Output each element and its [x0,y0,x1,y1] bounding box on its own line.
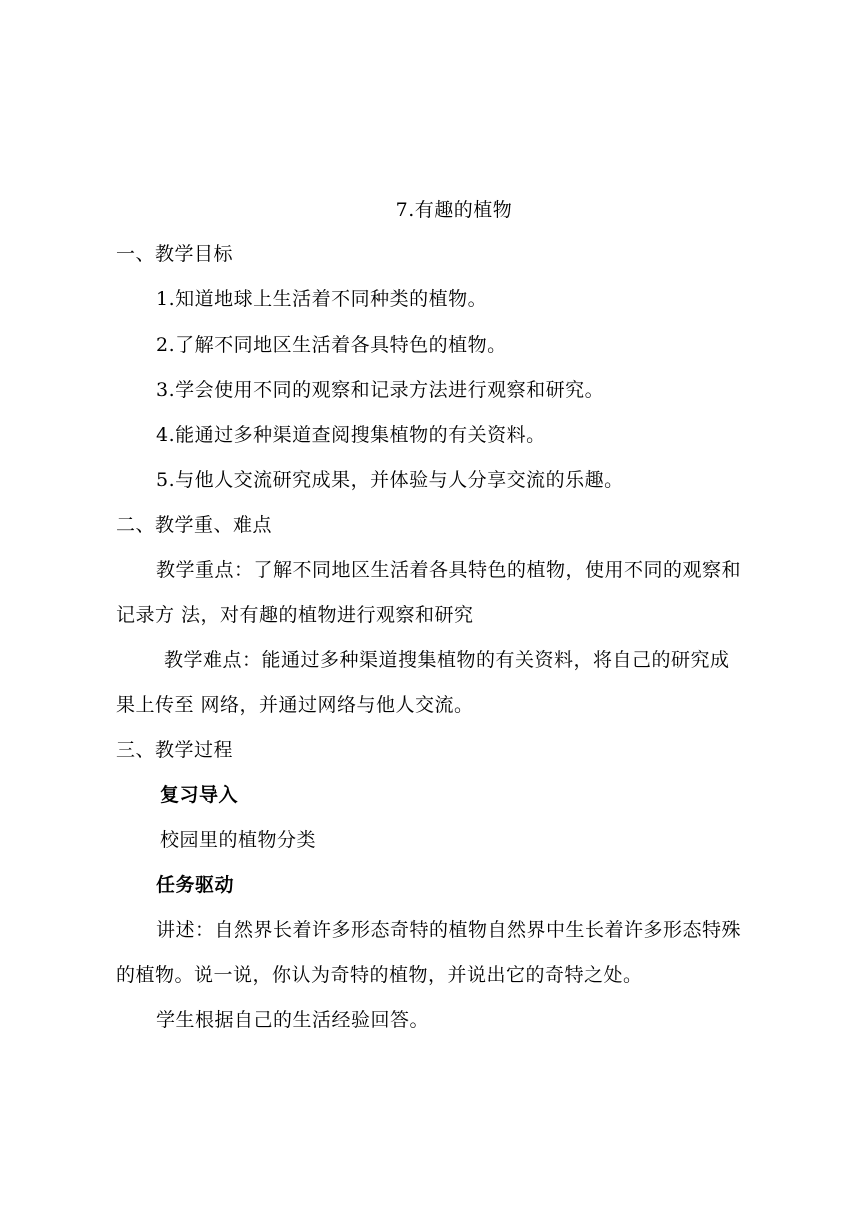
objective-item-5: 5.与他人交流研究成果，并体验与人分享交流的乐趣。 [156,469,624,491]
review-heading: 复习导入 [160,784,239,806]
difficulty-line-1: 教学难点：能通过多种渠道搜集植物的有关资料，将自己的研究成 [164,649,730,671]
objective-item-4: 4.能通过多种渠道查阅搜集植物的有关资料。 [156,424,546,446]
document-title: 7.有趣的植物 [395,199,513,221]
key-point-line-2: 记录方 法，对有趣的植物进行观察和研究 [116,604,474,626]
objective-item-2: 2.了解不同地区生活着各具特色的植物。 [156,334,507,356]
review-text: 校园里的植物分类 [160,829,317,851]
difficulty-line-2: 果上传至 网络，并通过网络与他人交流。 [116,694,474,716]
section-heading-objectives: 一、教学目标 [116,243,234,265]
section-heading-key-points: 二、教学重、难点 [116,514,273,536]
narration-line-2: 的植物。说一说，你认为奇特的植物，并说出它的奇特之处。 [116,964,643,986]
narration-line-1: 讲述：自然界长着许多形态奇特的植物自然界中生长着许多形态特殊 [156,919,742,941]
key-point-line-1: 教学重点：了解不同地区生活着各具特色的植物，使用不同的观察和 [156,559,742,581]
task-heading: 任务驱动 [156,874,235,896]
objective-item-3: 3.学会使用不同的观察和记录方法进行观察和研究。 [156,379,605,401]
student-text: 学生根据自己的生活经验回答。 [156,1009,430,1031]
section-heading-process: 三、教学过程 [116,739,234,761]
objective-item-1: 1.知道地球上生活着不同种类的植物。 [156,288,488,310]
